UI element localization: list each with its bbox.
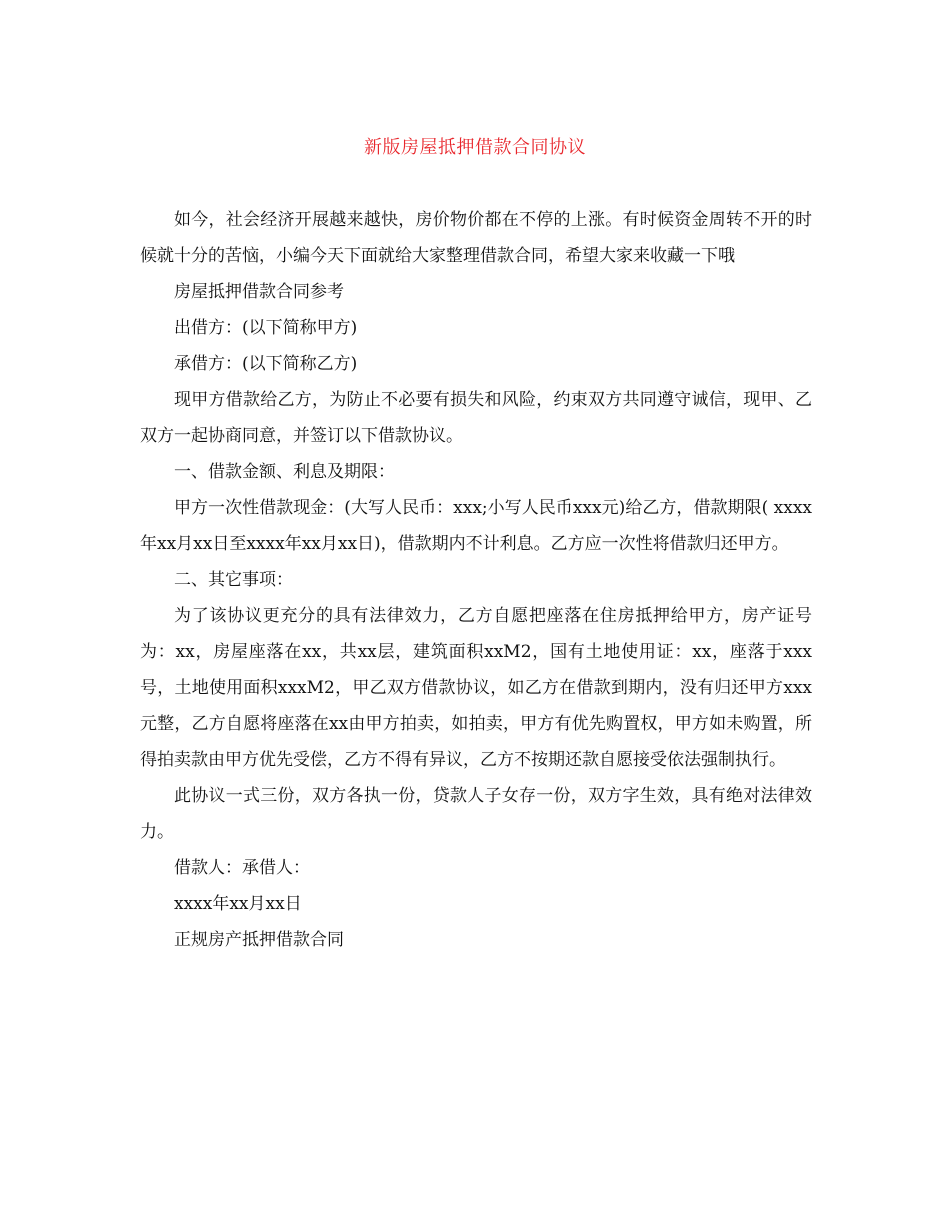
section-heading-loan-terms: 一、借款金额、利息及期限： [174, 462, 395, 482]
paragraph-loan-terms: 甲方一次性借款现金：(大写人民币：xxx;小写人民币xxx元)给乙方，借款期限( xxxx年xx月xx日至xxxx年xx月xx日)，借款期内不计利息。乙方应一次性将借款归还甲方。 [140, 498, 812, 554]
paragraph-agreement-preamble: 现甲方借款给乙方，为防止不必要有损失和风险，约束双方共同遵守诚信，现甲、乙双方一起协商同意，并签订以下借款协议。 [140, 390, 812, 446]
paragraph-copies-validity: 此协议一式三份，双方各执一份，贷款人子女存一份，双方字生效，具有绝对法律效力。 [140, 786, 812, 842]
paragraph-reference-heading: 房屋抵押借款合同参考 [174, 282, 344, 302]
paragraph-next-heading: 正规房产抵押借款合同 [174, 930, 344, 950]
document-title: 新版房屋抵押借款合同协议 [364, 137, 586, 158]
paragraph-mortgage-details: 为了该协议更充分的具有法律效力，乙方自愿把座落在住房抵押给甲方，房产证号为：xx，房屋座落在xx，共xx层，建筑面积xxM2，国有土地使用证：xx，座落于xxx号，土地使用面积xxxM2，甲乙双方借款协议，如乙方在借款到期内，没有归还甲方xxx元整，乙方自愿将座落在xx由甲方拍卖，如拍卖，甲方有优先购置权，甲方如未购置，所得拍卖款由甲方优先受偿，乙方不得有异议，乙方不按期还款自愿接受依法强制执行。 [140, 606, 812, 770]
paragraph-intro: 如今，社会经济开展越来越快，房价物价都在不停的上涨。有时候资金周转不开的时候就十分的苦恼，小编今天下面就给大家整理借款合同，希望大家来收藏一下哦 [140, 210, 812, 266]
paragraph-signatures: 借款人：承借人： [174, 858, 310, 878]
paragraph-date: xxxx年xx月xx日 [174, 894, 302, 914]
document-body [140, 202, 812, 958]
section-heading-other-matters: 二、其它事项： [174, 570, 293, 590]
paragraph-lender: 出借方：(以下简称甲方) [174, 318, 358, 338]
paragraph-borrower: 承借方：(以下简称乙方) [174, 354, 358, 374]
